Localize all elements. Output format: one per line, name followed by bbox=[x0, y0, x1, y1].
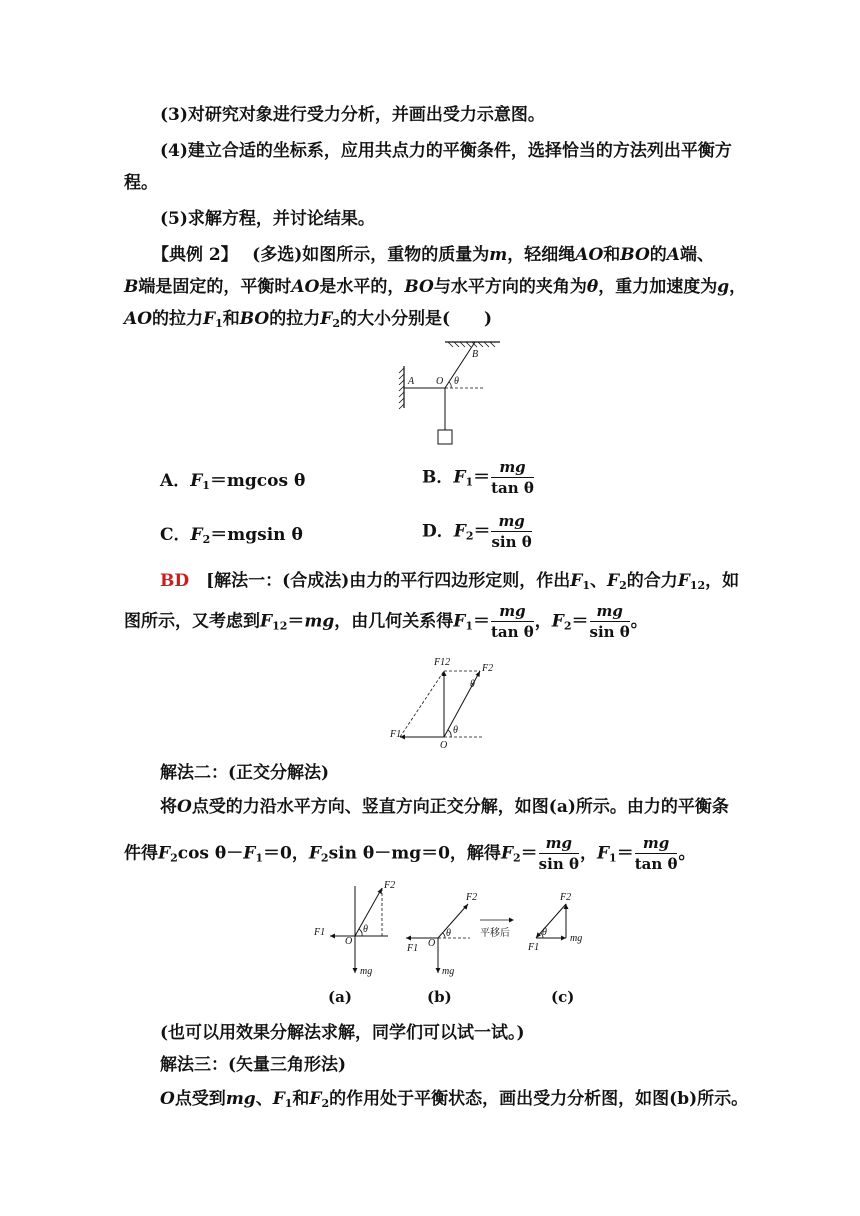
label-theta-top: θ bbox=[470, 679, 475, 690]
label-O: O bbox=[436, 376, 444, 387]
option-d: D．$F_2=$ $\frac{mg}{\text{sin θ}}$ bbox=[422, 512, 532, 551]
option-b: B．$F_1=$ $\frac{mg}{\text{tan θ}}$ bbox=[422, 458, 534, 497]
step-4-line1: (4)建立合适的坐标系，应用共点力的平衡条件，选择恰当的方法列出平衡方 bbox=[160, 141, 732, 161]
step-5: (5)求解方程，并讨论结果。 bbox=[160, 209, 375, 229]
method2-line1: 将O点受的力沿水平方向、竖直方向正交分解，如图(a)所示。由力的平衡条 bbox=[160, 797, 729, 817]
method2-title: 解法二：(正交分解法) bbox=[160, 763, 330, 783]
label-B: B bbox=[472, 349, 479, 360]
label-F2: F2 bbox=[482, 663, 494, 674]
label-c-theta: θ bbox=[542, 927, 547, 938]
label-b-O: O bbox=[428, 938, 436, 949]
solution-line2: 图所示，又考虑到$F_{12}=mg$，由几何关系得$F_1=$ $\frac{mg}{\text{tan θ}}$ ，$F_2=$ $\frac{mg}{\text{sin θ}}$ 。 bbox=[124, 602, 648, 641]
label-theta: θ bbox=[453, 725, 458, 736]
label-c-F2: F2 bbox=[560, 892, 572, 903]
label-A: A bbox=[408, 376, 415, 387]
caption-c: (c) bbox=[551, 988, 575, 1006]
label-a-O: O bbox=[345, 936, 353, 947]
method2-line2: 件得$F_2\cos$ $\theta-F_1=0$，$F_2\sin$ θ－mg＝0，解得$F_2=$ $\frac{mg}{\text{sin θ}}$ ，$F_1=$ $\frac{mg}{\text{tan θ}}$ 。 bbox=[124, 834, 696, 873]
label-c-F1: F1 bbox=[528, 942, 540, 953]
label-b-mg: mg bbox=[442, 966, 455, 977]
rope-diagram bbox=[390, 338, 510, 450]
label-b-F2: F2 bbox=[466, 892, 478, 903]
label-b-theta: θ bbox=[446, 928, 451, 939]
answer: BD bbox=[160, 571, 190, 591]
caption-a: (a) bbox=[328, 988, 352, 1006]
method3-title: 解法三：(矢量三角形法) bbox=[160, 1055, 347, 1075]
label-b-F1: F1 bbox=[407, 943, 419, 954]
step-3: (3)对研究对象进行受力分析，并画出受力示意图。 bbox=[160, 105, 545, 125]
method3-line1: O点受到mg、$F_1$和$F_2$的作用处于平衡状态，画出受力分析图，如图(b)所示。 bbox=[160, 1089, 749, 1110]
caption-b: (b) bbox=[427, 988, 452, 1006]
step-4-line2: 程。 bbox=[124, 173, 158, 193]
label-a-mg: mg bbox=[360, 966, 373, 977]
label-a-F1: F1 bbox=[314, 927, 326, 938]
option-a: A．$F_1=mgcos$ θ bbox=[160, 471, 306, 492]
example-tag: 【典例 2】 bbox=[152, 245, 230, 265]
example-line1: 【典例 2】 (多选)如图所示，重物的质量为m，轻细绳AO和BO的A端、 bbox=[152, 245, 714, 265]
label-a-F2: F2 bbox=[384, 880, 396, 891]
solution-line1: BD [解法一：(合成法)由力的平行四边形定则，作出$F_1$、$F_2$的合力$F_{12}$，如 bbox=[160, 571, 740, 592]
label-theta: θ bbox=[454, 376, 459, 387]
label-F12: F12 bbox=[434, 657, 451, 668]
label-c-mg: mg bbox=[570, 933, 583, 944]
decomposition-diagrams bbox=[310, 878, 590, 983]
parallelogram-diagram bbox=[390, 655, 510, 750]
label-O: O bbox=[440, 740, 448, 750]
label-F1: F1 bbox=[390, 729, 402, 740]
label-a-theta: θ bbox=[363, 924, 368, 935]
shift-label: 平移后 bbox=[480, 928, 510, 939]
example-line2: B端是固定的，平衡时AO是水平的，BO与水平方向的夹角为θ，重力加速度为g， bbox=[124, 277, 747, 297]
option-c: C．$F_2=mgsin$ θ bbox=[160, 525, 303, 546]
note: (也可以用效果分解法求解，同学们可以试一试。) bbox=[160, 1023, 525, 1043]
example-line3: AO的拉力$F_1$和BO的拉力$F_2$的大小分别是( ) bbox=[124, 309, 493, 330]
